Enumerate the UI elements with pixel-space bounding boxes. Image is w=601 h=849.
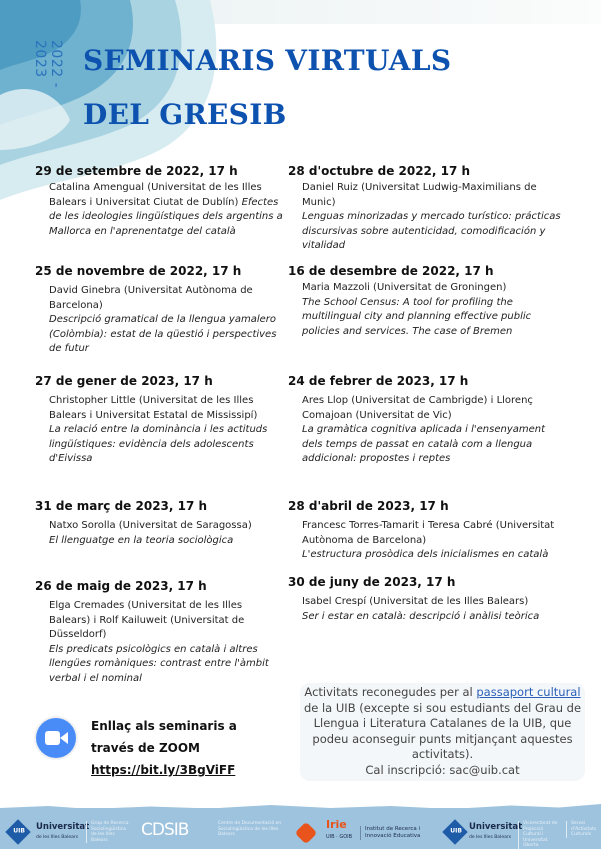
seminar-speaker: Natxo Sorolla (Universitat de Saragossa) [49, 520, 252, 531]
vicerectorat-unit: Vicerectorat de Projecció Cultural i Universitat Oberta [518, 821, 561, 849]
seminar-date: 30 de juny de 2023, 17 h [288, 575, 456, 589]
seminar-speaker: Catalina Amengual (Universitat de les Illes Balears i Universitat Ciutat de Dublín) [49, 182, 262, 208]
seminar-date: 25 de novembre de 2022, 17 h [35, 264, 242, 278]
seminar-talk: L'estructura prosòdica dels inicialismes en català [302, 549, 549, 561]
seminar-speaker: Elga Cremades (Universitat de les Illes Balears) i Rolf Kailuweit (Universitat de Düsseldorf) [49, 600, 245, 641]
seminar-item [35, 579, 283, 687]
irie-institute: Institut de Recerca i Innovació Educativa [360, 826, 427, 840]
seminar-item [35, 374, 283, 467]
irie-sub: UIB · GOIB [326, 834, 353, 840]
seminar-speaker: Daniel Ruiz (Universitat Ludwig-Maximilians de Munic) [302, 182, 537, 208]
seminar-talk: Descripció gramatical de la llengua yamalero (Colòmbia): estat de la qüestió i perspectives de futur [49, 314, 277, 355]
passport-cultural-link[interactable]: passaport cultural [476, 685, 581, 699]
seminar-date: 27 de gener de 2023, 17 h [35, 374, 213, 388]
cdsib-logo: CDSIB [141, 820, 189, 840]
uib-name: Universitat [469, 822, 523, 832]
seminar-date: 31 de març de 2023, 17 h [35, 499, 208, 513]
seminar-talk: La relació entre la dominància i les actituds lingüístiques: evidència dels adolescents d'Eivissa [49, 424, 268, 465]
seminar-speaker: Maria Mazzoli (Universitat de Groningen) [302, 282, 507, 293]
seminar-date: 28 d'octubre de 2022, 17 h [288, 164, 471, 178]
seminar-speaker: Christopher Little (Universitat de les Illes Balears i Universitat Estatal de Mississipí) [49, 395, 258, 421]
seminar-item [288, 499, 568, 563]
seminar-speaker: Ares Llop (Universitat de Cambrigde) i Llorenç Comajoan (Universitat de Vic) [302, 395, 533, 421]
seminar-item [288, 164, 568, 254]
zoom-line-2: través de ZOOM [91, 741, 200, 755]
uib-subname: de les Illes Balears [36, 835, 79, 840]
zoom-url-link[interactable]: https://bit.ly/3BgViFF [91, 763, 236, 777]
seminar-talk: El llenguatge en la teoria sociològica [49, 534, 234, 546]
seminar-talk: Els predicats psicològics en català i altres llengües romàniques: contrast entre l'àmbit verbal i el nominal [49, 643, 269, 684]
cdsib-unit: Centre de Documentació en Sociolingüística de les Illes Balears [218, 821, 282, 837]
gresib-unit: Grup de Recerca Sociolingüística de les Illes Balears [86, 821, 131, 843]
seminar-talk: Ser i estar en català: descripció i anàlisi teòrica [302, 610, 540, 622]
seminar-date: 24 de febrer de 2023, 17 h [288, 374, 469, 388]
registration-text: Cal inscripció: sac@uib.cat [365, 762, 520, 777]
video-camera-icon [36, 718, 76, 758]
passport-info [300, 683, 585, 781]
seminar-talk: The School Census: A tool for profiling the multilingual city and planning effective public policies and services. The case of Bremen [302, 296, 532, 337]
seminar-item [35, 499, 283, 548]
zoom-line-1: Enllaç als seminaris a [91, 719, 237, 733]
info-text: de la UIB (excepte si sou estudiants del Grau de Llengua i Literatura Catalanes de la UIB, que podeu aconseguir punts mitjançant aquestes activitats). [303, 700, 582, 762]
uib-seal-logo: UIB [5, 819, 30, 844]
uib-seal-logo: UIB [442, 819, 467, 844]
seminar-speaker: Isabel Crespí (Universitat de les Illes Balears) [302, 596, 529, 607]
seminar-talk: Efectes de les ideologies lingüístiques dels argentins a Mallorca en l'aprenentatge del català [49, 196, 283, 237]
seminar-item [35, 164, 283, 239]
title-line-2: DEL GRESIB [83, 98, 287, 131]
academic-years: 2022 - 2023 [32, 40, 64, 89]
seminar-item [35, 264, 283, 357]
seminar-item [288, 264, 568, 339]
uib-subname: de les Illes Balears [469, 835, 512, 840]
info-text: Activitats reconegudes per al [304, 685, 477, 699]
seminar-talk: Lenguas minorizadas y mercado turístico: prácticas discursivas sobre autenticidad, comodificación y vitalidad [302, 211, 561, 252]
seminar-date: 29 de setembre de 2022, 17 h [35, 164, 238, 178]
seminar-date: 16 de desembre de 2022, 17 h [288, 264, 494, 278]
seminar-item [288, 374, 568, 467]
zoom-link-block [91, 715, 271, 781]
seminar-speaker: David Ginebra (Universitat Autònoma de Barcelona) [49, 285, 253, 311]
seminar-item [288, 575, 568, 624]
sac-unit: Servei d'Activitats Culturals [566, 821, 597, 838]
seminar-date: 28 d'abril de 2023, 17 h [288, 499, 449, 513]
seminar-date: 26 de maig de 2023, 17 h [35, 579, 207, 593]
seminar-speaker: Francesc Torres-Tamarit i Teresa Cabré (Universitat Autònoma de Barcelona) [302, 520, 555, 546]
page-title [83, 34, 583, 142]
seminar-talk: La gramàtica cognitiva aplicada i l'ensenyament dels temps de passat en català com a llengua addicional: propostes i reptes [302, 424, 546, 465]
title-line-1: SEMINARIS VIRTUALS [83, 44, 452, 77]
uib-name: Universitat [36, 822, 90, 832]
irie-name: Irie [326, 818, 347, 831]
